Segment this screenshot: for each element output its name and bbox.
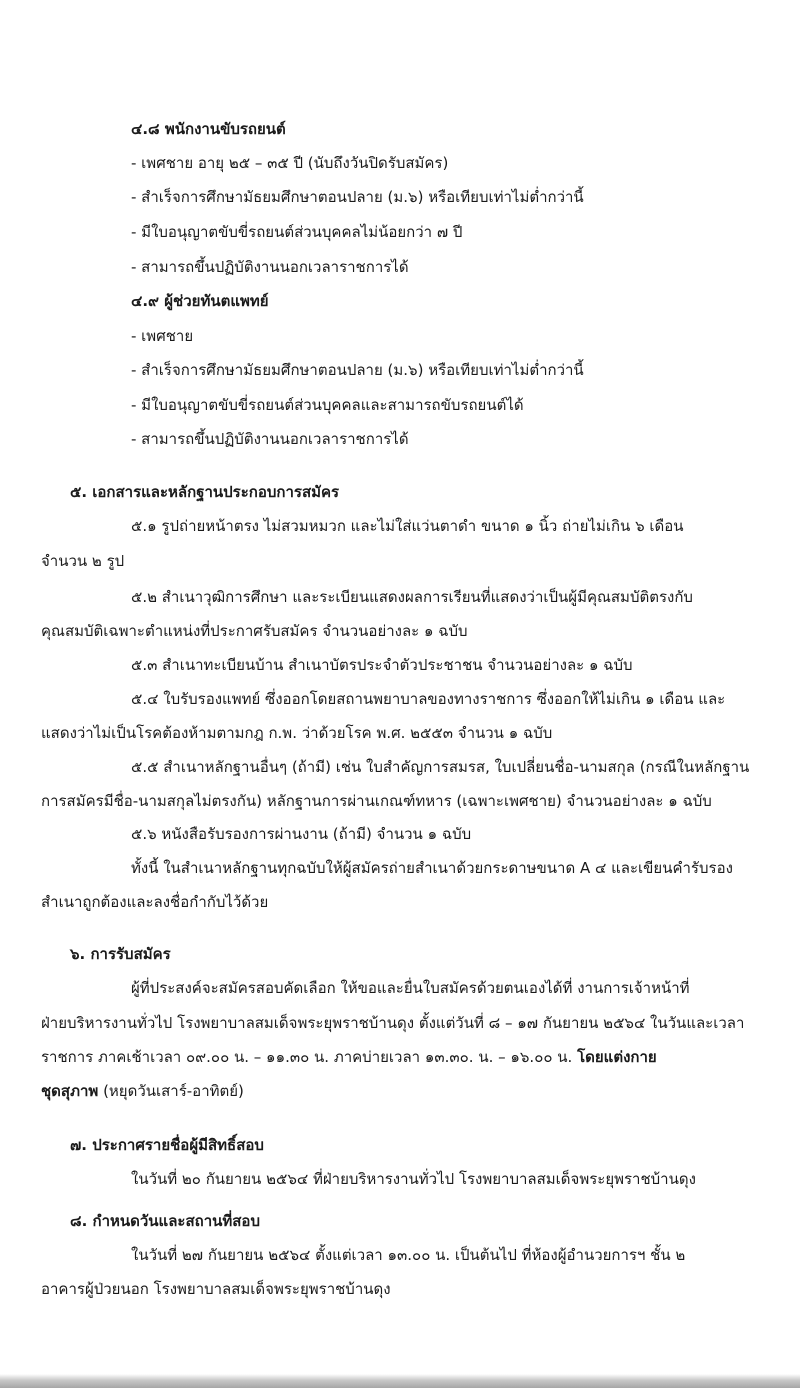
list-item: - สามารถขึ้นปฏิบัติงานนอกเวลาราชการได้	[131, 258, 409, 276]
paragraph-line: ๕.๖ หนังสือรับรองการผ่านงาน (ถ้ามี) จำนวน ๑ ฉบับ	[131, 825, 472, 843]
paragraph-line	[41, 1046, 657, 1068]
section-4-8-heading: ๔.๘ พนักงานขับรถยนต์	[131, 120, 286, 138]
list-item: - มีใบอนุญาตขับขี่รถยนต์ส่วนบุคคลและสามารถขับรถยนต์ได้	[131, 396, 524, 414]
paragraph-line: อาคารผู้ป่วยนอก โรงพยาบาลสมเด็จพระยุพราชบ้านดุง	[41, 1280, 391, 1298]
section-7-heading: ๗. ประกาศรายชื่อผู้มีสิทธิ์สอบ	[70, 1136, 264, 1154]
paragraph-line: ๕.๒ สำเนาวุฒิการศึกษา และระเบียนแสดงผลการเรียนที่แสดงว่าเป็นผู้มีคุณสมบัติตรงกับ	[131, 588, 693, 606]
paragraph-line: คุณสมบัติเฉพาะตำแหน่งที่ประกาศรับสมัคร จำนวนอย่างละ ๑ ฉบับ	[41, 622, 468, 640]
list-item: - สำเร็จการศึกษามัธยมศึกษาตอนปลาย (ม.๖) หรือเทียบเท่าไม่ต่ำกว่านี้	[131, 361, 584, 379]
paragraph-line: แสดงว่าไม่เป็นโรคต้องห้ามตามกฎ ก.พ. ว่าด้วยโรค พ.ศ. ๒๕๕๓ จำนวน ๑ ฉบับ	[41, 724, 553, 742]
list-item: - สามารถขึ้นปฏิบัติงานนอกเวลาราชการได้	[131, 430, 409, 448]
schedule-text: ราชการ ภาคเช้าเวลา ๐๙.๐๐ น. – ๑๑.๓๐ น. ภาคบ่ายเวลา ๑๓.๓๐. น. – ๑๖.๐๐ น.	[41, 1048, 573, 1066]
paragraph-line: ฝ่ายบริหารงานทั่วไป โรงพยาบาลสมเด็จพระยุพราชบ้านดุง ตั้งแต่วันที่ ๘ – ๑๗ กันยายน ๒๕๖๔ ในวันและเวลา	[41, 1014, 745, 1032]
list-item: - เพศชาย	[131, 327, 194, 345]
paragraph-line: ๕.๕ สำเนาหลักฐานอื่นๆ (ถ้ามี) เช่น ใบสำคัญการสมรส, ใบเปลี่ยนชื่อ-นามสกุล (กรณีในหลักฐาน	[131, 758, 750, 776]
paragraph-line: สำเนาถูกต้องและลงชื่อกำกับไว้ด้วย	[41, 893, 269, 911]
paragraph-line: ในวันที่ ๒๗ กันยายน ๒๕๖๔ ตั้งแต่เวลา ๑๓.๐๐ น. เป็นต้นไป ที่ห้องผู้อำนวยการฯ ชั้น ๒	[131, 1246, 686, 1264]
paragraph-line: ๕.๑ รูปถ่ายหน้าตรง ไม่สวมหมวก และไม่ใส่แว่นตาดำ ขนาด ๑ นิ้ว ถ่ายไม่เกิน ๖ เดือน	[131, 517, 684, 535]
paragraph-line: ในวันที่ ๒๐ กันยายน ๒๕๖๔ ที่ฝ่ายบริหารงานทั่วไป โรงพยาบาลสมเด็จพระยุพราชบ้านดุง	[131, 1170, 696, 1188]
paragraph-line: ทั้งนี้ ในสำเนาหลักฐานทุกฉบับให้ผู้สมัครถ่ายสำเนาด้วยกระดาษขนาด A ๔ และเขียนคำรับรอง	[131, 859, 733, 877]
paragraph-line: ๕.๓ สำเนาทะเบียนบ้าน สำเนาบัตรประจำตัวประชาชน จำนวนอย่างละ ๑ ฉบับ	[131, 656, 633, 674]
paragraph-line	[41, 1080, 244, 1102]
dress-code-emphasis: โดยแต่งกาย	[577, 1048, 657, 1066]
paragraph-line: จำนวน ๒ รูป	[41, 552, 125, 570]
section-4-9-heading: ๔.๙ ผู้ช่วยทันตแพทย์	[131, 292, 269, 310]
list-item: - มีใบอนุญาตขับขี่รถยนต์ส่วนบุคคลไม่น้อยกว่า ๗ ปี	[131, 223, 463, 241]
paragraph-line: ผู้ที่ประสงค์จะสมัครสอบคัดเลือก ให้ขอและยื่นใบสมัครด้วยตนเองได้ที่ งานการเจ้าหน้าที่	[131, 979, 690, 997]
list-item: - สำเร็จการศึกษามัธยมศึกษาตอนปลาย (ม.๖) หรือเทียบเท่าไม่ต่ำกว่านี้	[131, 188, 584, 206]
list-item: - เพศชาย อายุ ๒๕ – ๓๕ ปี (นับถึงวันปิดรับสมัคร)	[131, 154, 449, 172]
paragraph-line: ๕.๔ ใบรับรองแพทย์ ซึ่งออกโดยสถานพยาบาลของทางราชการ ซึ่งออกให้ไม่เกิน ๑ เดือน และ	[131, 690, 726, 708]
paragraph-line: การสมัครมีชื่อ-นามสกุลไม่ตรงกัน) หลักฐานการผ่านเกณฑ์ทหาร (เฉพาะเพศชาย) จำนวนอย่างละ ๑ ฉบับ	[41, 792, 712, 810]
section-5-heading: ๕. เอกสารและหลักฐานประกอบการสมัคร	[70, 483, 340, 501]
closed-days-text: (หยุดวันเสาร์-อาทิตย์)	[103, 1082, 244, 1100]
dress-code-emphasis: ชุดสุภาพ	[41, 1082, 99, 1100]
section-8-heading: ๘. กำหนดวันและสถานที่สอบ	[70, 1212, 260, 1230]
section-6-heading: ๖. การรับสมัคร	[70, 945, 171, 963]
scan-edge-shadow	[0, 1374, 800, 1388]
